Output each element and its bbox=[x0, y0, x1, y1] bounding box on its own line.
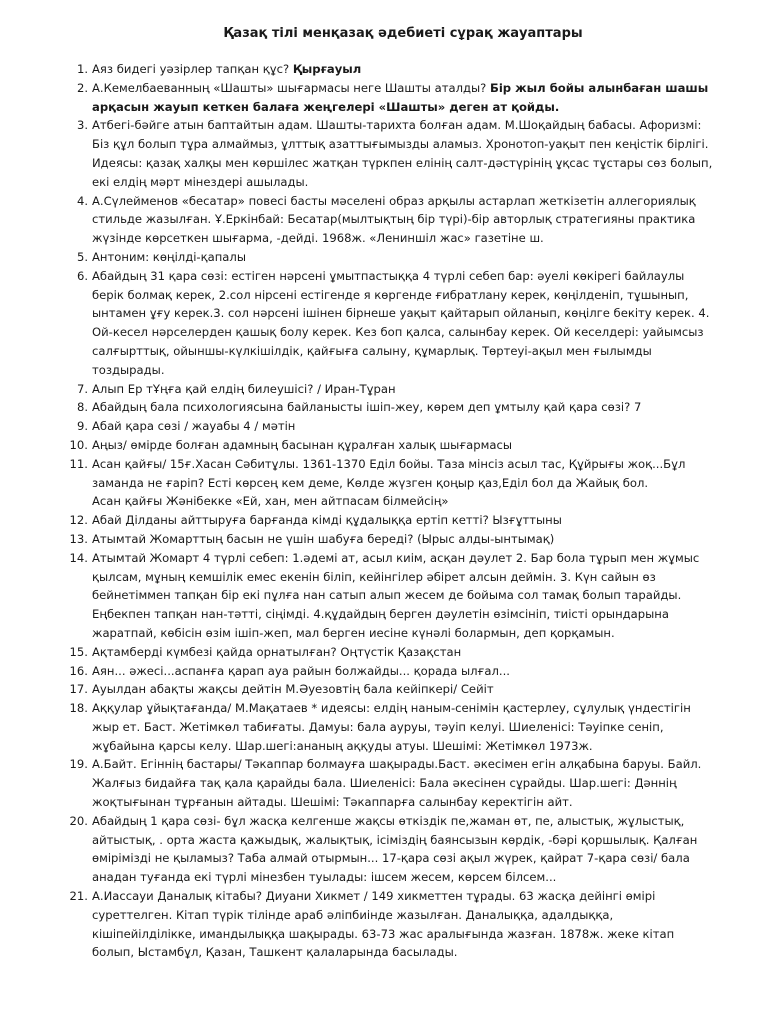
qa-item bbox=[69, 812, 714, 887]
item-text: А.Иассауи Даналық кітабы? Диуани Хикмет / 149 хикметтен тұрады. 63 жасқа дейінгі өмірі суреттелген. Кітап түрік тілінде араб әліпбиінде жазылған. Даналыққа, адалдыққа, кішіпейілділікке, имандылыққа шақырады. 63-73 жас аралығында жазған. 1878ж. жеке кітап болып, Ыстамбұл, Қазан, Ташкент қалаларында басылады. bbox=[92, 889, 675, 960]
item-text: Атбегі-бәйге атын баптайтын адам. Шашты-тарихта болған адам. М.Шоқайдың бабасы. Афоризмі: Біз құл болып тұра алмаймыз, ұлттық азаттығымызды аламыз. Хронотоп-уақыт пен кеңістік бірлігі. Идеясы: қазақ халқы мен көршілес жатқан түркпен елінің салт-дәстүрінің ұқсас тұстары сөз болып, екі елдің мәрт мінездері ашылады. bbox=[92, 118, 713, 189]
item-text: Абайдың 1 қара сөзі- бұл жасқа келгенше жақсы өткіздік пе,жаман өт, пе, алыстық, жұлыстық, айтыстық, . орта жаста қажыдық, жалықтық, ісіміздің баянсызын көрдік, -бәрі қоршылық. Қалған өмірімізді не қыламыз? Таба алмай отырмын... 17-қара сөзі ақыл жүрек, қайрат 7-қара сөзі/ бала анадан туғанда екі түрлі мінезбен туылады: ішсем жесем, көрсем білсем... bbox=[92, 813, 698, 885]
qa-item bbox=[69, 643, 714, 662]
qa-item bbox=[69, 455, 714, 511]
item-number: 3. bbox=[76, 118, 88, 133]
qa-item bbox=[76, 79, 714, 117]
item-text: Атымтай Жомарт 4 түрлі себеп: 1.әдемі ат, асыл киім, асқан дәулет 2. Бар бола тұрып мен жұмыс қылсам, мұның кемшілік емес екенін біліп, кейінгілер әбірет алсын деймін. 3. Күн сайын өз бейнетіммен тапқан бір екі пұлға нан сатып алып жесем де бойыма сол тамақ болып тарайды. Еңбекпен тапқан нан-тәтті, сіңімді. 4.құдайдың берген дәулетін өзімсініп, тиісті орындарына жаратпай, көбісін өзім ішіп-жеп, мал берген иесіне күнәлі болармын, деп қорқамын. bbox=[92, 550, 700, 640]
qa-item bbox=[69, 549, 714, 643]
item-text: Абайдың 31 қара сөзі: естіген нәрсені ұмытпастыққа 4 түрлі себеп бар: әуелі көкірегі байлаулы берік болмақ керек, 2.сол нірсені естігенде я көргенде ғибратлану керек, көңілденіп, тұшынып, ынтамен ұғу керек.3. сол нәрсені ішінен бірнеше уақыт қайтарып ойланып, көңілге бекіту керек. 4. Ой-кесел нәрселерден қашық болу керек. Кез боп қалса, салынбау керек. Ой кеселдері: уайымсыз салғырттық, ойыншы-күлкішілдік, қайғыға салыну, құмарлық. Төртеуі-ақыл мен ғылымды тоздырады. bbox=[92, 268, 710, 377]
item-number: 13. bbox=[69, 531, 88, 546]
qa-item bbox=[69, 511, 714, 530]
item-number: 17. bbox=[69, 682, 88, 697]
qa-item bbox=[69, 699, 714, 755]
item-number: 15. bbox=[69, 644, 88, 659]
item-number: 10. bbox=[69, 437, 88, 452]
qa-item bbox=[69, 662, 714, 681]
item-extra-line: Асан қайғы Жәнібекке «Ей, хан, мен айтпасам білмейсің» bbox=[92, 494, 449, 509]
item-text: Абайдың бала психологиясына байланысты ішіп-жеу, көрем деп ұмтылу қай қара сөзі? 7 bbox=[92, 400, 642, 415]
item-number: 4. bbox=[76, 193, 88, 208]
item-number: 9. bbox=[76, 419, 88, 434]
item-text: Атымтай Жомарттың басын не үшін шабуға береді? (Ырыс алды-ынтымақ) bbox=[92, 531, 555, 546]
item-text: Аян... әжесі...аспанға қарап ауа райын болжайды... қорада ылғал... bbox=[92, 663, 510, 678]
item-text: А.Байт. Егіннің бастары/ Тәкаппар болмауға шақырады.Баст. әкесімен егін алқабына баруы. Байл. Жалғыз бидайға тақ қала қарайды бала. Шиеленісі: Бала әкесінен сұрайды. Шар.шегі: Дәннің жоқтығынан тұрғанын айтады. Шешімі: Тәкаппарға салынбау керектігін айт. bbox=[92, 757, 702, 810]
item-number: 1. bbox=[76, 62, 88, 76]
item-number: 18. bbox=[69, 701, 88, 716]
qa-item bbox=[76, 60, 714, 79]
item-text: Аңыз/ өмірде болған адамның басынан құралған халық шығармасы bbox=[92, 437, 513, 452]
item-text: Аққулар ұйықтағанда/ М.Мақатаев * идеясы: елдің наным-сенімін қастерлеу, сұлулық үндестігін жыр ет. Баст. Жетімкөл табиғаты. Дамуы: бала ауруы, тәуіп келуі. Шиеленісі: Тәуіпке сеніп, жұбайына қарсы келу. Шар.шегі:ананың аққуды атуы. Шешімі: Жетімкөл 1973ж. bbox=[92, 701, 691, 753]
item-text: Абай қара сөзі / жауабы 4 / мәтін bbox=[92, 419, 296, 434]
qa-item bbox=[69, 755, 714, 811]
item-answer-bold: Бір жыл бойы алынбаған шашы арқасын жауып кеткен балаға жеңгелері «Шашты» деген ат қойды. bbox=[92, 80, 709, 114]
qa-item bbox=[69, 530, 714, 549]
item-text: А.Кемелбаеванның «Шашты» шығармасы неге Шашты аталды? bbox=[92, 80, 490, 95]
qa-item bbox=[76, 380, 714, 399]
item-number: 19. bbox=[69, 757, 88, 772]
item-text: Абай Ділданы айттыруға барғанда кімді құдалыққа ертіп кетті? Ызғұттыны bbox=[92, 513, 562, 528]
qa-list bbox=[69, 60, 714, 962]
qa-item bbox=[76, 267, 714, 380]
item-number: 5. bbox=[76, 249, 88, 264]
item-number: 8. bbox=[76, 400, 88, 415]
item-number: 7. bbox=[76, 381, 88, 396]
item-number: 2. bbox=[76, 80, 88, 95]
item-text: Антоним: көңілді-қапалы bbox=[92, 249, 246, 264]
item-number: 6. bbox=[76, 268, 88, 283]
item-number: 12. bbox=[69, 513, 88, 528]
item-text: Ауылдан абақты жақсы дейтін М.Әуезовтің бала кейіпкері/ Сейіт bbox=[92, 682, 494, 697]
item-number: 14. bbox=[69, 550, 88, 565]
qa-item bbox=[69, 436, 714, 455]
item-text: Алып Ер тҰңға қай елдің билеушісі? / Иран-Тұран bbox=[92, 381, 396, 396]
document-title: Қазақ тілі менқазақ әдебиеті сұрақ жауаптары bbox=[223, 26, 583, 41]
qa-item bbox=[76, 192, 714, 248]
qa-item bbox=[76, 116, 714, 191]
item-number: 21. bbox=[69, 889, 88, 904]
item-number: 16. bbox=[69, 663, 88, 678]
qa-item bbox=[76, 417, 714, 436]
item-text: А.Сүлейменов «бесатар» повесі басты мәселені образ арқылы астарлап жеткізетін аллегориялық стильде жазылған. Ұ.Еркінбай: Бесатар(мылтықтың бір түрі)-бір авторлық стратегияны практика жүзінде көрсеткен шығарма, -дейді. 1968ж. «Лениншіл жас» газетіне ш. bbox=[92, 193, 696, 246]
item-text: Ақтамберді күмбезі қайда орнатылған? Оңтүстік Қазақстан bbox=[92, 644, 462, 659]
qa-item bbox=[76, 398, 714, 417]
qa-item bbox=[69, 680, 714, 699]
item-number: 11. bbox=[69, 456, 88, 471]
item-text: Аяз бидегі уәзірлер тапқан құс? bbox=[92, 62, 293, 76]
item-text: Асан қайғы/ 15ғ.Хасан Сәбитұлы. 1361-1370 Еділ бойы. Таза мінсіз асыл тас, Құйрығы жоқ...Бұл заманда не ғаріп? Есті көрсең кем деме, Көлде жүзген қоңыр қаз,Еділ бол да Жайық бол. bbox=[92, 456, 686, 490]
qa-item bbox=[69, 887, 714, 962]
item-answer-bold: Қырғауыл bbox=[292, 62, 362, 76]
qa-item bbox=[76, 248, 714, 267]
item-number: 20. bbox=[69, 813, 88, 828]
